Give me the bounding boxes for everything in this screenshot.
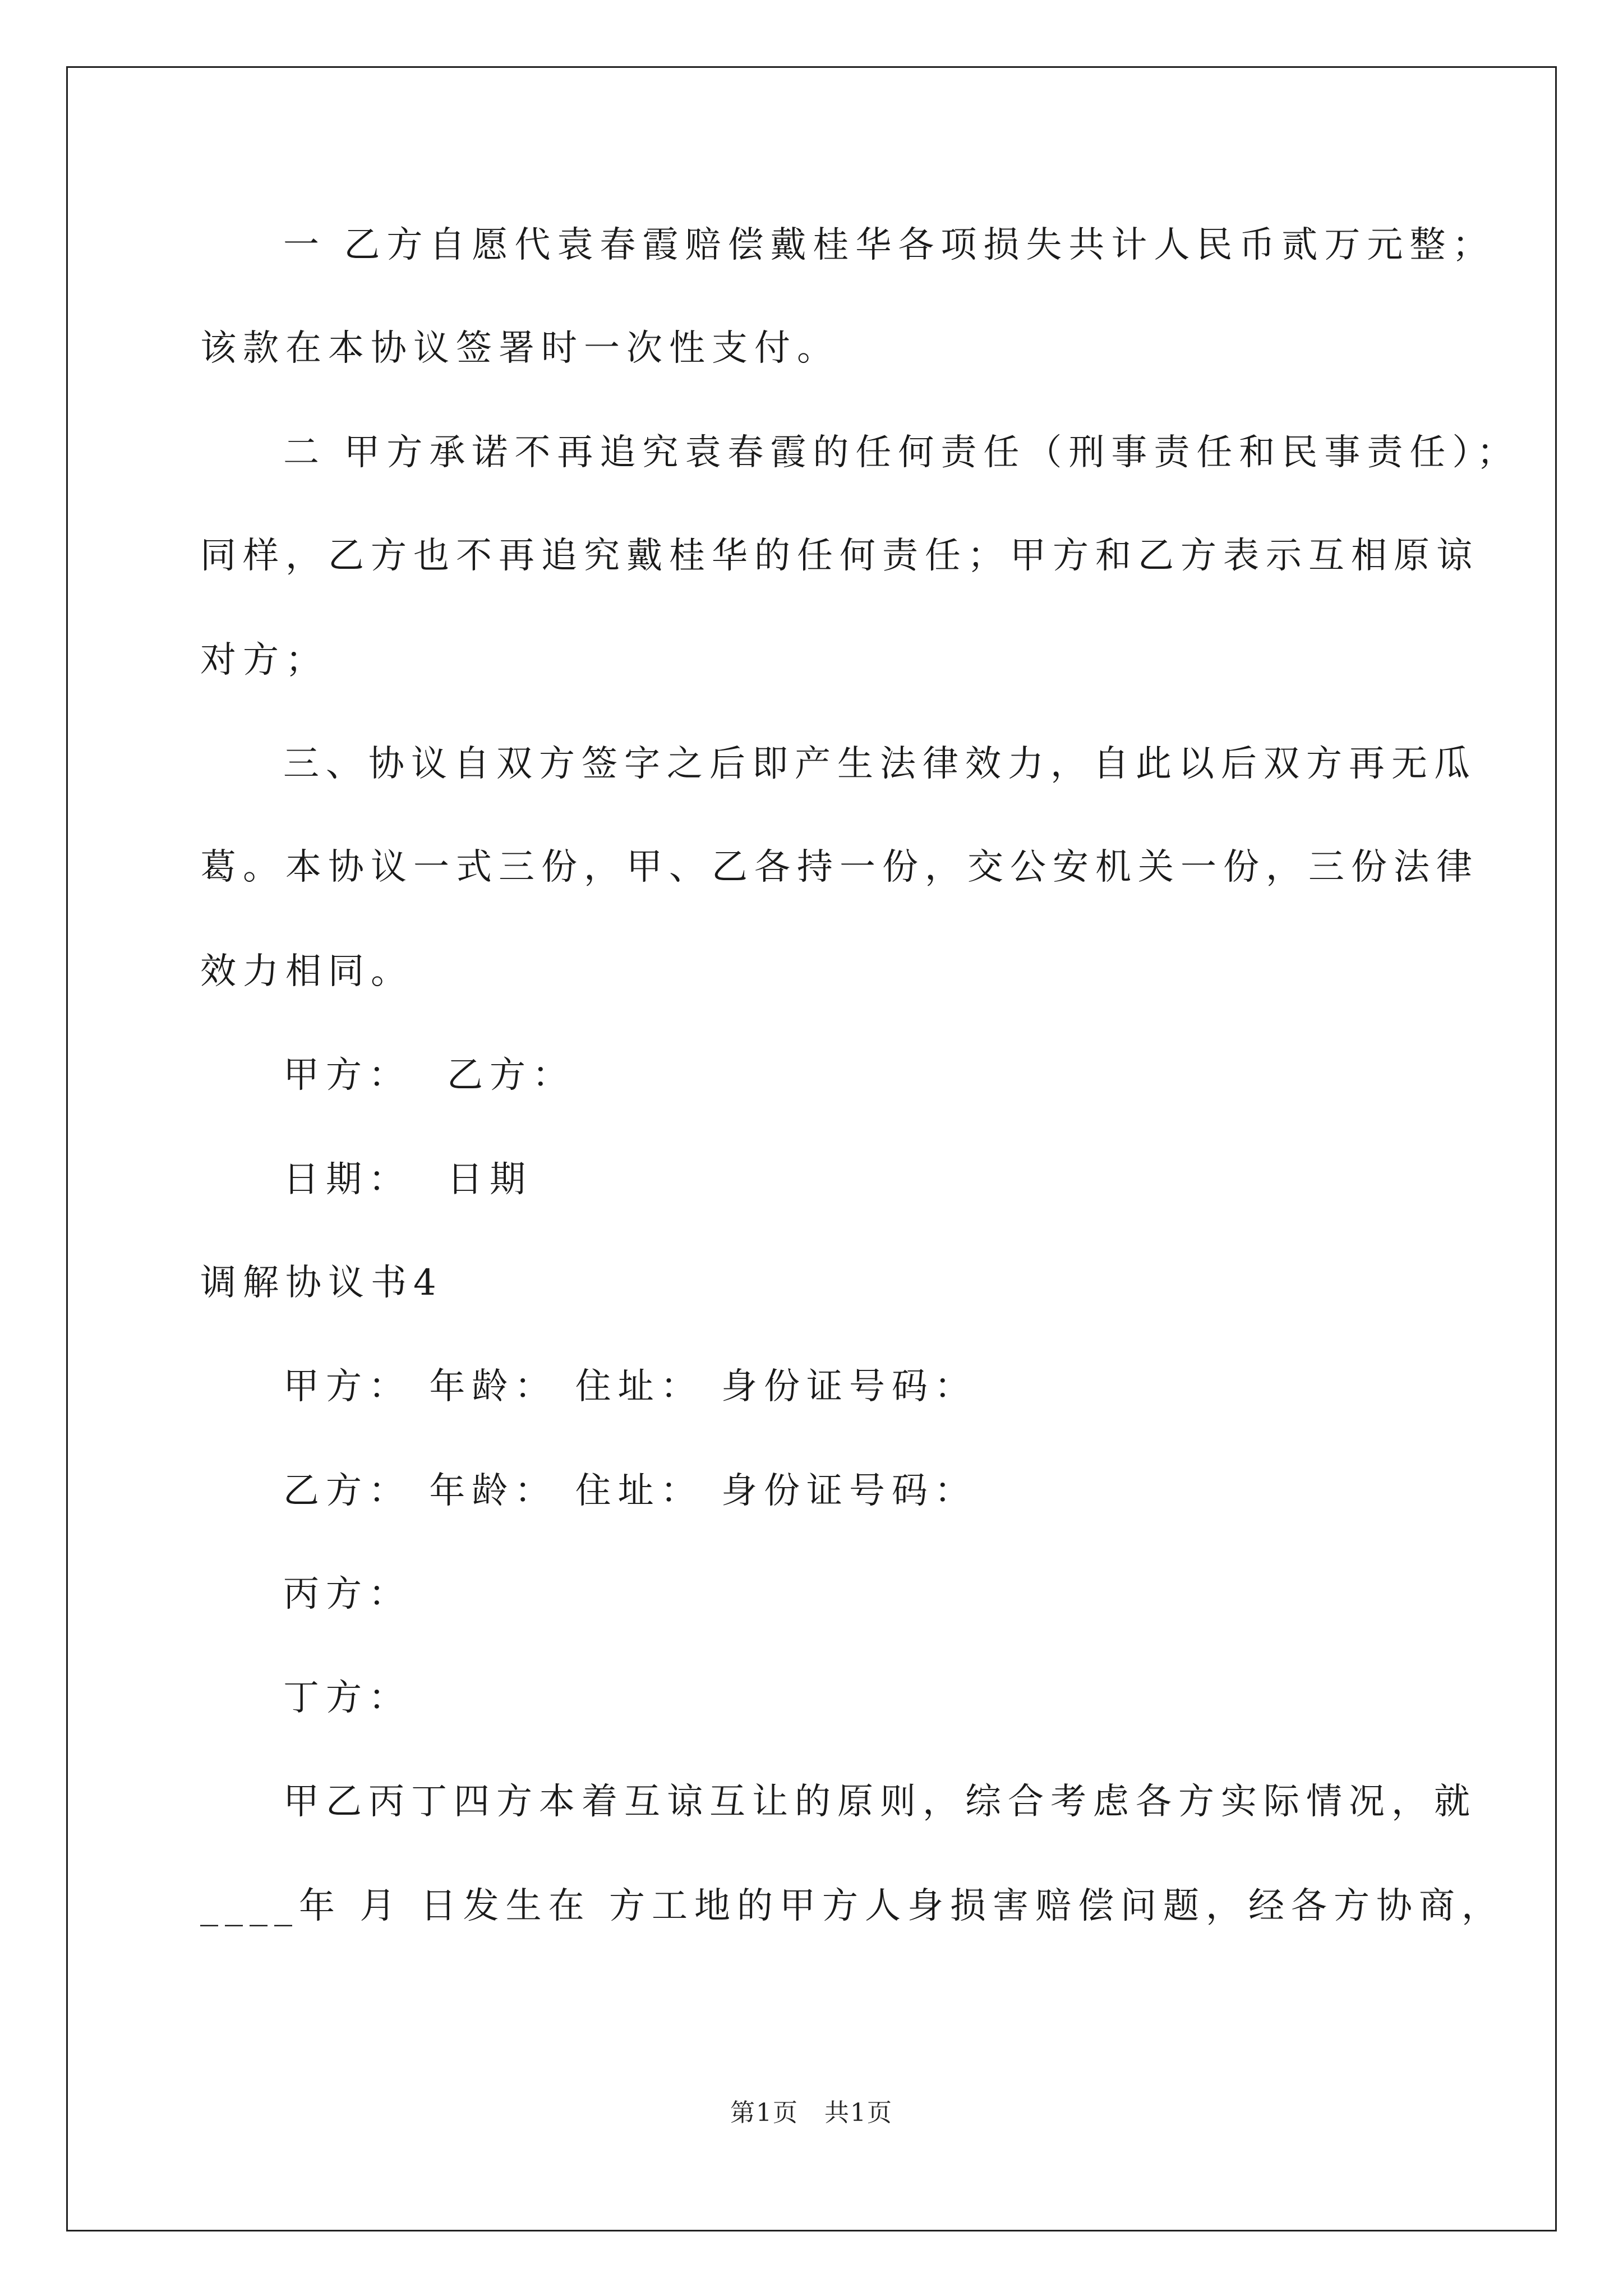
document-heading: 调解协议书4: [200, 1262, 443, 1304]
clause-2-line-3: 对方；: [200, 639, 328, 681]
clause-1-line-1: 一 乙方自愿代袁春霞赔偿戴桂华各项损失共计人民币贰万元整；: [283, 224, 1495, 266]
clause-2-line-1: 二 甲方承诺不再追究袁春霞的任何责任（刑事责任和民事责任）；: [283, 432, 1520, 473]
party-b-signature-label: 乙方：: [447, 1055, 575, 1096]
clause-3-line-2: 葛。本协议一式三份，甲、乙各持一份，交公安机关一份，三份法律: [200, 846, 1479, 888]
party-a-date-label: 日期：: [283, 1159, 411, 1200]
party-a-signature-label: 甲方：: [283, 1055, 411, 1096]
party-a-info: 甲方： 年龄： 住址： 身份证号码：: [283, 1366, 978, 1407]
party-b-info: 乙方： 年龄： 住址： 身份证号码：: [283, 1470, 978, 1512]
clause-3-line-1: 三、协议自双方签字之后即产生法律效力，自此以后双方再无瓜: [283, 743, 1477, 785]
clause-2-line-2: 同样，乙方也不再追究戴桂华的任何责任；甲方和乙方表示互相原谅: [200, 535, 1479, 577]
party-c-info: 丙方：: [283, 1573, 411, 1615]
closing-line-1: 甲乙丙丁四方本着互谅互让的原则，综合考虑各方实际情况，就: [283, 1781, 1477, 1823]
party-d-info: 丁方：: [283, 1677, 411, 1719]
party-b-date-label: 日期: [447, 1159, 532, 1200]
clause-1-line-2: 该款在本协议签署时一次性支付。: [200, 328, 840, 369]
closing-line-2: ____年 月 日发生在 方工地的甲方人身损害赔偿问题，经各方协商，: [200, 1885, 1505, 1927]
clause-3-line-3: 效力相同。: [200, 951, 413, 992]
page-footer: 第1页 共1页: [730, 2099, 893, 2127]
